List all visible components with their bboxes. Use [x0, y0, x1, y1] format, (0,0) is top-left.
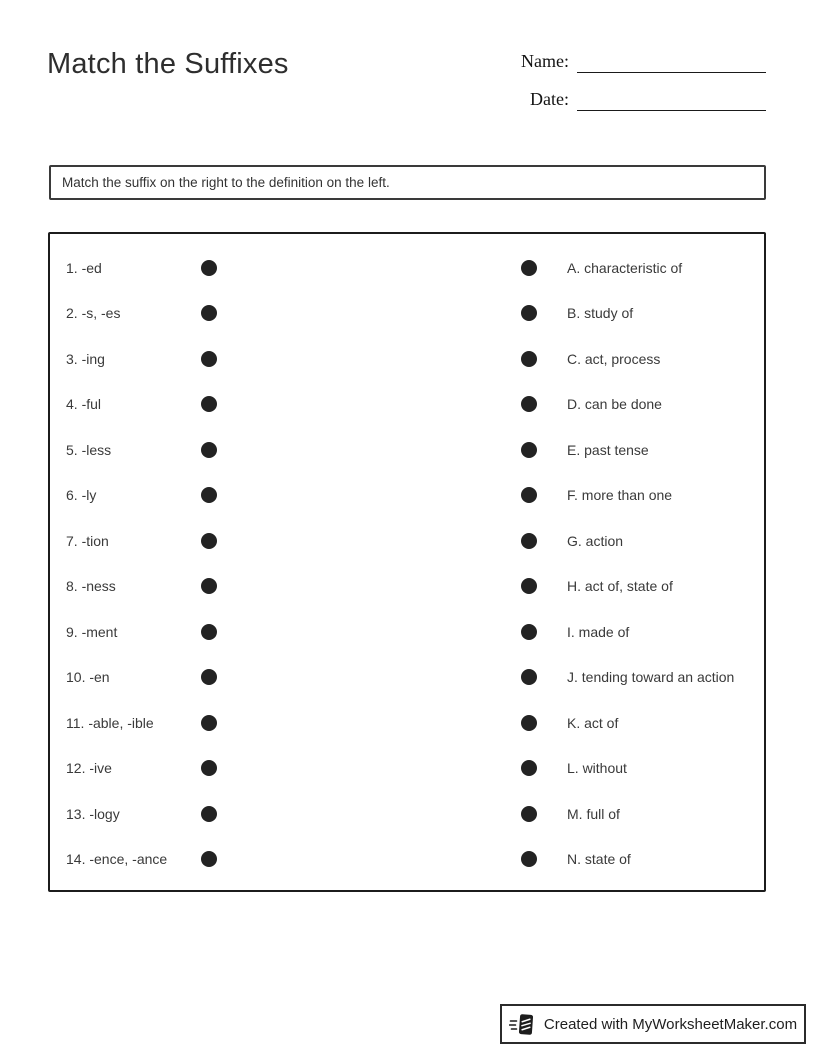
match-dot-right — [521, 442, 537, 458]
definition-item-label: K. act of — [567, 714, 619, 731]
date-blank-line — [577, 88, 766, 111]
match-dot-left — [201, 533, 217, 549]
match-dot-right — [521, 624, 537, 640]
match-dot-left — [201, 305, 217, 321]
suffix-item-label: 8. -ness — [66, 578, 116, 595]
suffix-item-label: 3. -ing — [66, 350, 105, 367]
suffix-item-label: 2. -s, -es — [66, 305, 121, 322]
match-dot-right — [521, 760, 537, 776]
worksheet-maker-logo-icon — [509, 1011, 536, 1038]
definition-item-label: L. without — [567, 760, 627, 777]
suffix-item-label: 1. -ed — [66, 259, 102, 276]
definition-item-label: G. action — [567, 532, 624, 549]
match-dot-left — [201, 396, 217, 412]
match-dot-left — [201, 669, 217, 685]
definition-item-label: C. act, process — [567, 350, 661, 367]
definition-item-label: H. act of, state of — [567, 578, 673, 595]
match-row — [50, 655, 764, 701]
footer-credit-text: Created with MyWorksheetMaker.com — [543, 1015, 798, 1033]
match-dot-right — [521, 351, 537, 367]
match-row — [50, 518, 764, 564]
instructions-text: Match the suffix on the right to the definition on the left. — [62, 175, 390, 190]
name-date-block — [486, 50, 766, 126]
match-row — [50, 700, 764, 746]
match-dot-right — [521, 533, 537, 549]
instructions-box — [49, 165, 766, 200]
match-dot-right — [521, 806, 537, 822]
match-dot-left — [201, 851, 217, 867]
match-row — [50, 564, 764, 610]
match-dot-left — [201, 806, 217, 822]
match-dot-left — [201, 442, 217, 458]
suffix-item-label: 14. -ence, -ance — [66, 851, 168, 868]
match-row — [50, 791, 764, 837]
name-blank-line — [577, 50, 766, 73]
definition-item-label: A. characteristic of — [567, 259, 683, 276]
definition-item-label: I. made of — [567, 623, 630, 640]
match-dot-right — [521, 487, 537, 503]
match-dot-left — [201, 715, 217, 731]
match-dot-right — [521, 851, 537, 867]
matching-exercise-box — [48, 232, 766, 892]
suffix-item-label: 13. -logy — [66, 805, 120, 822]
suffix-item-label: 5. -less — [66, 441, 112, 458]
match-dot-left — [201, 487, 217, 503]
suffix-item-label: 6. -ly — [66, 487, 97, 504]
match-row — [50, 609, 764, 655]
date-label: Date: — [530, 89, 569, 110]
match-row — [50, 291, 764, 337]
suffix-item-label: 10. -en — [66, 669, 110, 686]
definition-item-label: M. full of — [567, 805, 620, 822]
suffix-item-label: 7. -tion — [66, 532, 109, 549]
name-label: Name: — [521, 51, 569, 72]
match-row — [50, 336, 764, 382]
footer-credit-box — [500, 1004, 806, 1044]
match-dot-left — [201, 351, 217, 367]
definition-item-label: J. tending toward an action — [567, 669, 735, 686]
match-dot-left — [201, 624, 217, 640]
suffix-item-label: 9. -ment — [66, 623, 118, 640]
page-title: Match the Suffixes — [47, 48, 289, 80]
match-dot-right — [521, 715, 537, 731]
match-dot-left — [201, 760, 217, 776]
match-dot-right — [521, 396, 537, 412]
match-row — [50, 382, 764, 428]
definition-item-label: N. state of — [567, 851, 631, 868]
match-row — [50, 473, 764, 519]
suffix-item-label: 11. -able, -ible — [66, 714, 154, 731]
match-dot-left — [201, 578, 217, 594]
match-row — [50, 746, 764, 792]
match-dot-left — [201, 260, 217, 276]
match-dot-right — [521, 305, 537, 321]
match-dot-right — [521, 669, 537, 685]
definition-item-label: D. can be done — [567, 396, 662, 413]
suffix-item-label: 4. -ful — [66, 396, 102, 413]
definition-item-label: E. past tense — [567, 441, 649, 458]
match-row — [50, 837, 764, 883]
match-dot-right — [521, 260, 537, 276]
match-row — [50, 245, 764, 291]
definition-item-label: B. study of — [567, 305, 634, 322]
date-row — [486, 88, 766, 111]
name-row — [486, 50, 766, 73]
definition-item-label: F. more than one — [567, 487, 673, 504]
match-row — [50, 427, 764, 473]
suffix-item-label: 12. -ive — [66, 760, 112, 777]
match-dot-right — [521, 578, 537, 594]
